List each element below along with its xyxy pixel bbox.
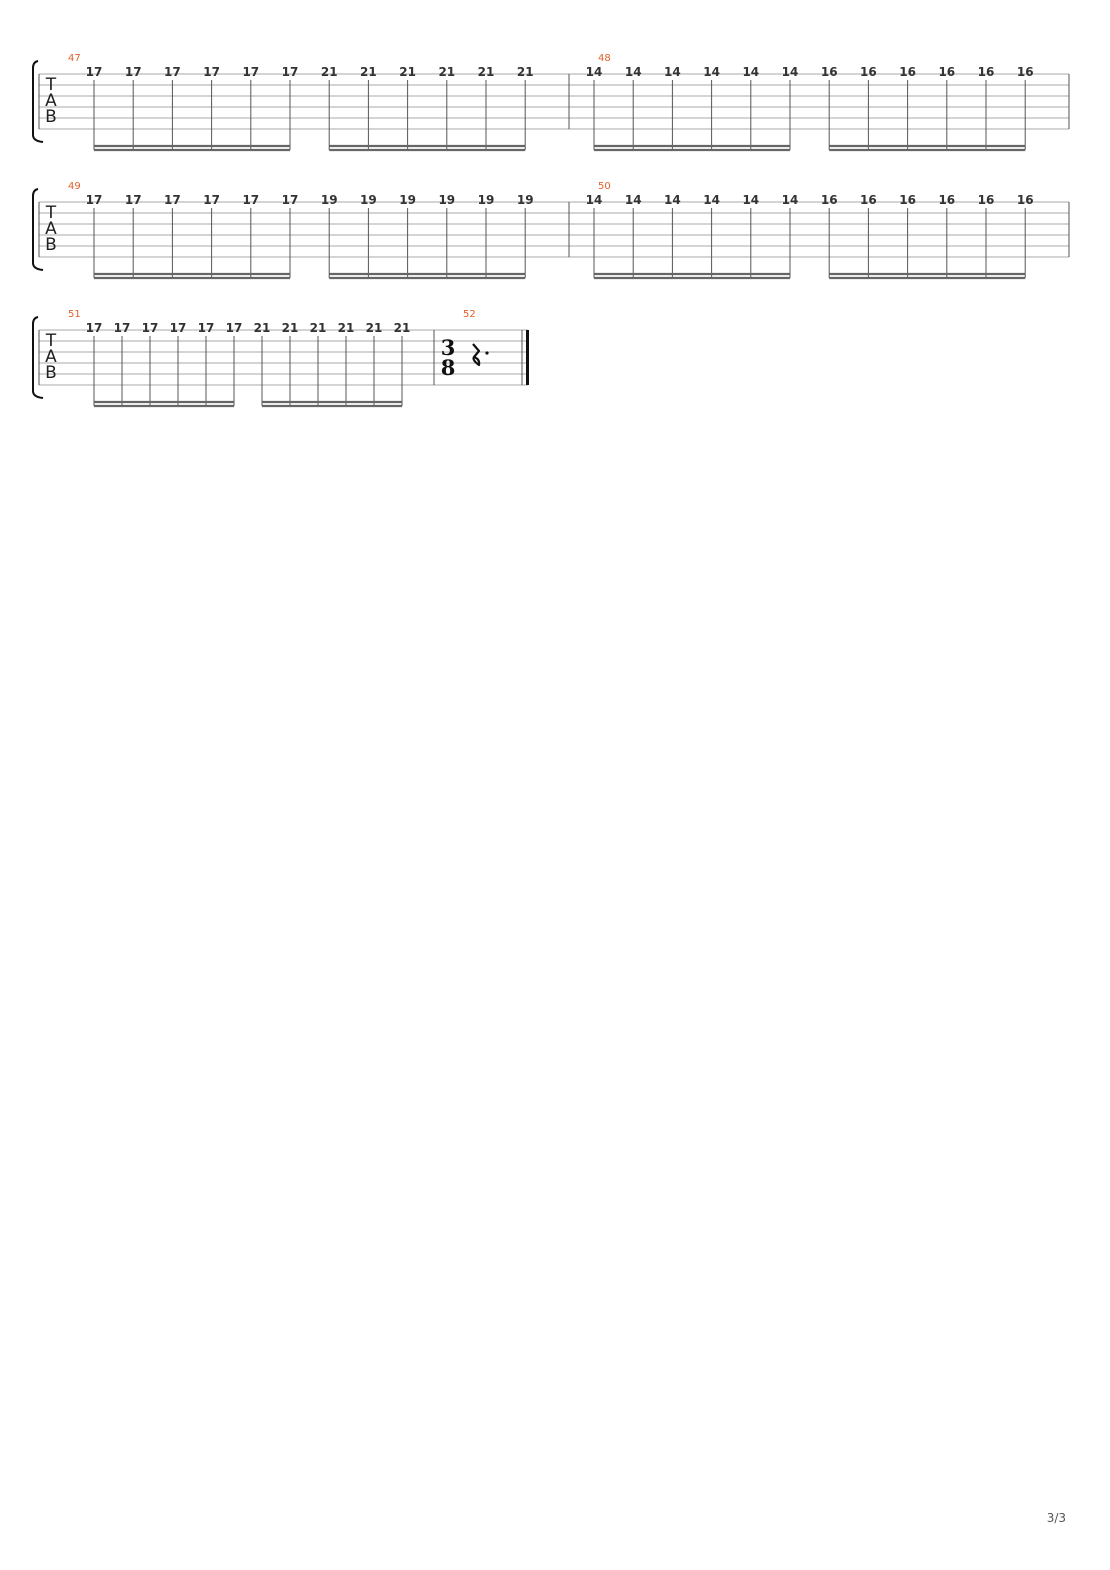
fret-number: 21: [360, 65, 377, 79]
fret-number: 19: [438, 193, 456, 207]
fret-number: 21: [438, 65, 456, 79]
tab-clef-letter: T: [45, 203, 57, 223]
fret-number: 14: [624, 193, 642, 207]
system-bracket: [33, 317, 43, 398]
fret-number: 16: [938, 193, 956, 207]
fret-number: 16: [899, 65, 916, 79]
fret-number: 17: [164, 193, 181, 207]
fret-number: 16: [860, 193, 877, 207]
fret-number: 16: [820, 65, 838, 79]
fret-number: 17: [141, 321, 159, 335]
fret-number: 14: [585, 65, 603, 79]
measure-number: 47: [68, 53, 81, 64]
fret-number: 17: [169, 321, 187, 335]
tab-clef-letter: A: [45, 347, 57, 367]
fret-number: 17: [113, 321, 131, 335]
fret-number: 19: [360, 193, 377, 207]
measure-number: 51: [68, 309, 81, 320]
fret-number: 17: [124, 65, 142, 79]
tab-clef-letter: B: [45, 107, 57, 127]
fret-number: 17: [85, 321, 103, 335]
quarter-rest: [473, 344, 479, 365]
fret-number: 17: [85, 65, 103, 79]
fret-number: 19: [399, 193, 416, 207]
fret-number: 21: [337, 321, 355, 335]
fret-number: 21: [477, 65, 495, 79]
fret-number: 14: [742, 193, 760, 207]
measure-number: 48: [598, 53, 611, 64]
fret-number: 17: [203, 193, 220, 207]
fret-number: 16: [820, 193, 838, 207]
fret-number: 17: [164, 65, 181, 79]
fret-number: 16: [1016, 193, 1034, 207]
fret-number: 16: [1016, 65, 1034, 79]
fret-number: 21: [309, 321, 327, 335]
fret-number: 17: [197, 321, 215, 335]
fret-number: 21: [365, 321, 383, 335]
tab-clef-letter: B: [45, 235, 57, 255]
fret-number: 21: [253, 321, 271, 335]
fret-number: 14: [664, 193, 681, 207]
fret-number: 19: [477, 193, 495, 207]
fret-number: 16: [977, 193, 995, 207]
fret-number: 21: [393, 321, 411, 335]
fret-number: 14: [703, 65, 720, 79]
fret-number: 19: [320, 193, 338, 207]
fret-number: 16: [899, 193, 916, 207]
fret-number: 14: [781, 65, 799, 79]
fret-number: 14: [742, 65, 760, 79]
rest-dot: [485, 351, 488, 354]
fret-number: 14: [585, 193, 603, 207]
fret-number: 16: [977, 65, 995, 79]
tab-clef-letter: A: [45, 91, 57, 111]
fret-number: 17: [242, 193, 260, 207]
fret-number: 17: [85, 193, 103, 207]
fret-number: 21: [281, 321, 299, 335]
fret-number: 17: [225, 321, 243, 335]
page-number: 3/3: [1046, 1511, 1066, 1525]
fret-number: 21: [516, 65, 534, 79]
fret-number: 14: [703, 193, 720, 207]
tab-clef-letter: A: [45, 219, 57, 239]
measure-number: 49: [68, 181, 81, 192]
time-signature-bottom: 8: [440, 355, 456, 380]
fret-number: 17: [281, 193, 299, 207]
tab-clef-letter: T: [45, 75, 57, 95]
fret-number: 17: [281, 65, 299, 79]
time-signature-top: 3: [440, 335, 456, 360]
fret-number: 14: [624, 65, 642, 79]
fret-number: 14: [781, 193, 799, 207]
system-bracket: [33, 189, 43, 270]
fret-number: 21: [320, 65, 338, 79]
tab-clef-letter: B: [45, 363, 57, 383]
fret-number: 17: [124, 193, 142, 207]
fret-number: 19: [516, 193, 534, 207]
system-bracket: [33, 61, 43, 142]
measure-number: 50: [598, 181, 611, 192]
final-barline-thick: [526, 330, 529, 385]
fret-number: 14: [664, 65, 681, 79]
fret-number: 17: [203, 65, 220, 79]
fret-number: 21: [399, 65, 416, 79]
fret-number: 16: [938, 65, 956, 79]
measure-number: 52: [463, 309, 476, 320]
tab-clef-letter: T: [45, 331, 57, 351]
fret-number: 17: [242, 65, 260, 79]
fret-number: 16: [860, 65, 877, 79]
